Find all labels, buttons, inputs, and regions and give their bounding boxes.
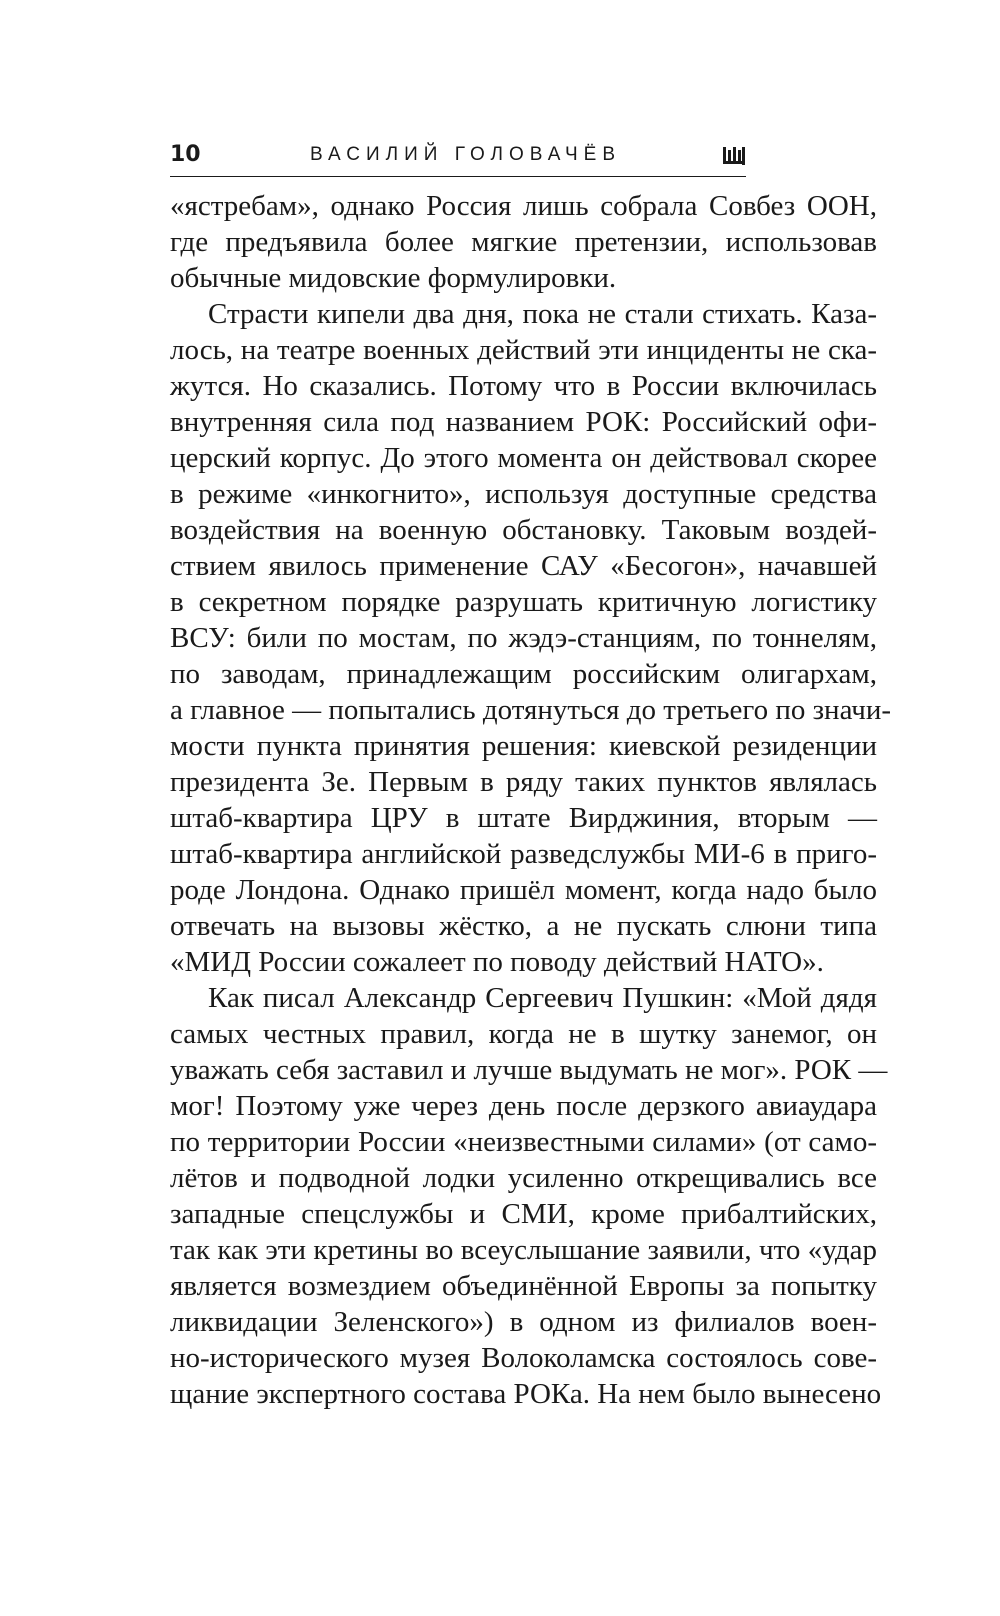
text-line: воздействия на военную обстановку. Таковым воздей- (170, 514, 877, 546)
text-line: самых честных правил, когда не в шутку занемог, он (170, 1018, 877, 1050)
text-line: где предъявила более мягкие претензии, использовав (170, 226, 877, 258)
text-line: является возмездием объединённой Европы за попытку (170, 1270, 877, 1302)
text-line: Страсти кипели два дня, пока не стали стихать. Каза- (208, 298, 877, 330)
text-line: уважать себя заставил и лучше выдумать не мог». РОК — (170, 1054, 888, 1086)
text-line: президента Зе. Первым в ряду таких пунктов являлась (170, 766, 877, 798)
text-line: по территории России «неизвестными силами» (от само- (170, 1126, 877, 1158)
text-line: по заводам, принадлежащим российским олигархам, (170, 658, 877, 690)
running-head-author: ВАСИЛИЙ ГОЛОВАЧЁВ (310, 144, 622, 165)
text-line: ствием явилось применение САУ «Бесогон», начавшей (170, 550, 877, 582)
text-line: отвечать на вызовы жёстко, а не пускать слюни типа (170, 910, 877, 942)
running-header (170, 136, 746, 177)
publisher-logo-icon (722, 146, 746, 166)
text-line: мости пункта принятия решения: киевской резиденции (170, 730, 877, 762)
text-line: в режиме «инкогнито», используя доступные средства (170, 478, 877, 510)
text-line: «ястребам», однако Россия лишь собрала Совбез ООН, (170, 190, 877, 222)
text-line: штаб-квартира английской разведслужбы МИ-6 в приго- (170, 838, 877, 870)
page-number: 10 (170, 142, 201, 167)
text-line: щание экспертного состава РОКа. На нем было вынесено (170, 1378, 882, 1410)
text-line: ВСУ: били по мостам, по жэдэ-станциям, по тоннелям, (170, 622, 877, 654)
text-line: в секретном порядке разрушать критичную логистику (170, 586, 877, 618)
text-line: западные спецслужбы и СМИ, кроме прибалтийских, (170, 1198, 877, 1230)
text-line: жутся. Но сказались. Потому что в России включилась (170, 370, 877, 402)
text-line: мог! Поэтому уже через день после дерзкого авиаудара (170, 1090, 877, 1122)
text-line: внутренняя сила под названием РОК: Российский офи- (170, 406, 877, 438)
text-line: так как эти кретины во всеуслышание заявили, что «удар (170, 1234, 877, 1266)
text-line: но-исторического музея Волоколамска состоялось сове- (170, 1342, 877, 1374)
text-line: обычные мидовские формулировки. (170, 262, 617, 294)
text-line: лётов и подводной лодки усиленно открещивались все (170, 1162, 877, 1194)
body-text (170, 188, 892, 1412)
text-line: лось, на театре военных действий эти инциденты не ска- (170, 334, 877, 366)
text-line: Как писал Александр Сергеевич Пушкин: «Мой дядя (208, 982, 877, 1014)
text-line: ликвидации Зеленского») в одном из филиалов воен- (170, 1306, 877, 1338)
text-line: штаб-квартира ЦРУ в штате Вирджиния, вторым — (170, 802, 877, 834)
text-line: церский корпус. До этого момента он действовал скорее (170, 442, 877, 474)
text-line: роде Лондона. Однако пришёл момент, когда надо было (170, 874, 877, 906)
text-line: а главное — попытались дотянуться до третьего по значи- (170, 694, 892, 726)
text-line: «МИД России сожалеет по поводу действий НАТО». (170, 946, 824, 978)
